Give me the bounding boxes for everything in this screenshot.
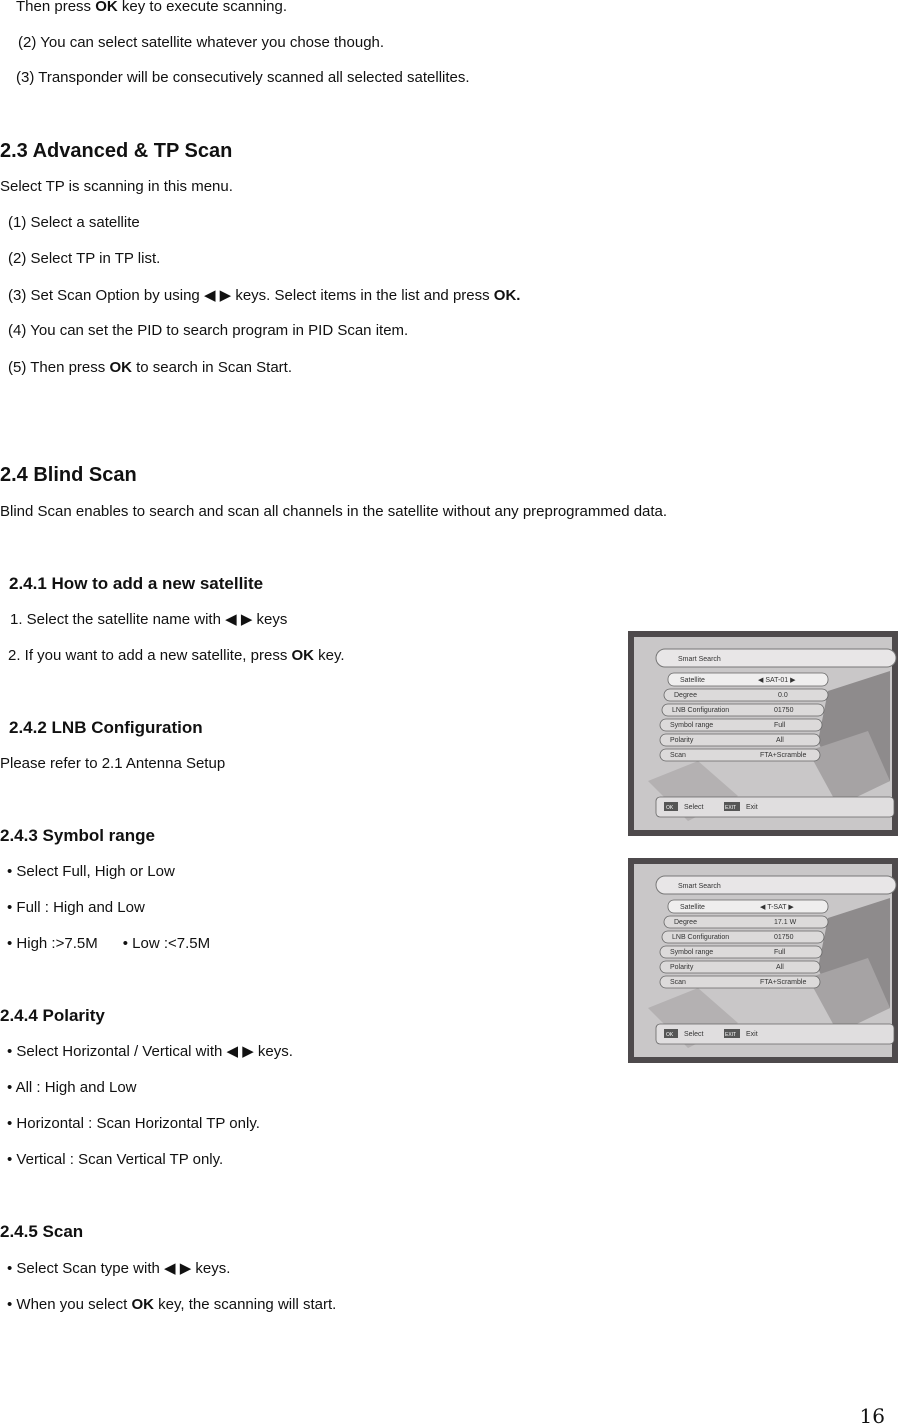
section-heading-2-4-1: 2.4.1 How to add a new satellite (9, 574, 264, 593)
s243-bullet-2: • Full : High and Low (7, 899, 145, 916)
svg-text:0.0: 0.0 (778, 692, 788, 699)
screen-title: Smart Search (678, 656, 721, 663)
s23-step-2: (2) Select TP in TP list. (8, 250, 161, 267)
section-heading-2-4-4: 2.4.4 Polarity (0, 1006, 105, 1025)
s24-lead: Blind Scan enables to search and scan all channels in the satellite without any preprogrammed data. (0, 503, 668, 520)
s245-bullet-2: • When you select OK key, the scanning will start. (7, 1296, 337, 1313)
svg-text:Polarity: Polarity (670, 737, 694, 744)
svg-text:Full: Full (774, 949, 786, 956)
svg-text:OK: OK (666, 1032, 674, 1038)
intro-line-2: (2) You can select satellite whatever you chose though. (18, 34, 385, 51)
menu-row-degree (664, 916, 828, 928)
screen-title: Smart Search (678, 883, 721, 890)
svg-text:◀ T-SAT ▶: ◀ T-SAT ▶ (760, 904, 794, 911)
menu-row-lnb (662, 704, 824, 716)
svg-text:All: All (776, 737, 784, 744)
svg-text:Degree: Degree (674, 692, 697, 699)
section-heading-2-4-5: 2.4.5 Scan (0, 1222, 84, 1241)
menu-row-degree (664, 689, 828, 701)
menu-row-lnb (662, 931, 824, 943)
s23-step-4: (4) You can set the PID to search program in PID Scan item. (8, 322, 409, 339)
svg-text:FTA+Scramble: FTA+Scramble (760, 752, 807, 759)
svg-text:Symbol range: Symbol range (670, 722, 714, 729)
svg-text:LNB Configuration: LNB Configuration (672, 707, 730, 714)
s244-bullet-3: • Horizontal : Scan Horizontal TP only. (7, 1115, 260, 1132)
svg-text:OK: OK (666, 805, 674, 811)
section-heading-2-4-2: 2.4.2 LNB Configuration (9, 718, 203, 737)
s23-step-3: (3) Set Scan Option by using ◀ ▶ keys. Select items in the list and press OK. (8, 287, 521, 304)
menu-row-symbol-range (660, 719, 822, 731)
smart-search-screenshot-2 (628, 858, 898, 1063)
svg-text:All: All (776, 964, 784, 971)
s241-item-2: 2. If you want to add a new satellite, press OK key. (8, 647, 345, 664)
svg-text:01750: 01750 (774, 934, 794, 941)
intro-line-1: Then press OK key to execute scanning. (16, 0, 287, 15)
svg-text:EXIT: EXIT (725, 805, 737, 811)
svg-text:Exit: Exit (746, 804, 758, 811)
s242-text: Please refer to 2.1 Antenna Setup (0, 755, 226, 772)
svg-text:FTA+Scramble: FTA+Scramble (760, 979, 807, 986)
svg-text:◀ SAT-01 ▶: ◀ SAT-01 ▶ (758, 677, 796, 684)
svg-text:Polarity: Polarity (670, 964, 694, 971)
svg-text:Scan: Scan (670, 979, 686, 986)
s244-bullet-4: • Vertical : Scan Vertical TP only. (7, 1151, 224, 1168)
svg-text:Degree: Degree (674, 919, 697, 926)
menu-row-satellite (668, 900, 828, 913)
svg-text:17.1 W: 17.1 W (774, 919, 797, 926)
svg-text:LNB Configuration: LNB Configuration (672, 934, 730, 941)
svg-text:Full: Full (774, 722, 786, 729)
svg-text:Exit: Exit (746, 1031, 758, 1038)
menu-row-scan (660, 976, 820, 988)
s23-step-1: (1) Select a satellite (8, 214, 140, 231)
menu-row-symbol-range (660, 946, 822, 958)
section-heading-2-4-3: 2.4.3 Symbol range (0, 826, 155, 845)
s244-bullet-1: • Select Horizontal / Vertical with ◀ ▶ keys. (7, 1043, 293, 1060)
svg-text:Symbol range: Symbol range (670, 949, 714, 956)
svg-text:Select: Select (684, 804, 704, 811)
s244-bullet-2: • All : High and Low (7, 1079, 137, 1096)
svg-text:Scan: Scan (670, 752, 686, 759)
svg-text:Select: Select (684, 1031, 704, 1038)
intro-line-3: (3) Transponder will be consecutively scanned all selected satellites. (16, 69, 470, 86)
s23-step-5: (5) Then press OK to search in Scan Start. (8, 359, 293, 376)
section-heading-2-3: 2.3 Advanced & TP Scan (0, 140, 233, 162)
s241-item-1: 1. Select the satellite name with ◀ ▶ keys (10, 611, 288, 628)
menu-row-polarity (660, 734, 820, 746)
s23-lead: Select TP is scanning in this menu. (0, 178, 233, 195)
svg-text:EXIT: EXIT (725, 1032, 737, 1038)
s245-bullet-1: • Select Scan type with ◀ ▶ keys. (7, 1260, 231, 1277)
smart-search-screenshot-1 (628, 631, 898, 836)
s243-bullet-3: • High :>7.5M • Low :<7.5M (7, 935, 211, 952)
page-number: 16 (859, 1404, 885, 1428)
menu-row-satellite (668, 673, 828, 686)
svg-text:Satellite: Satellite (680, 677, 705, 684)
menu-row-polarity (660, 961, 820, 973)
menu-row-scan (660, 749, 820, 761)
svg-text:01750: 01750 (774, 707, 794, 714)
section-heading-2-4: 2.4 Blind Scan (0, 464, 137, 486)
svg-text:Satellite: Satellite (680, 904, 705, 911)
s243-bullet-1: • Select Full, High or Low (7, 863, 175, 880)
